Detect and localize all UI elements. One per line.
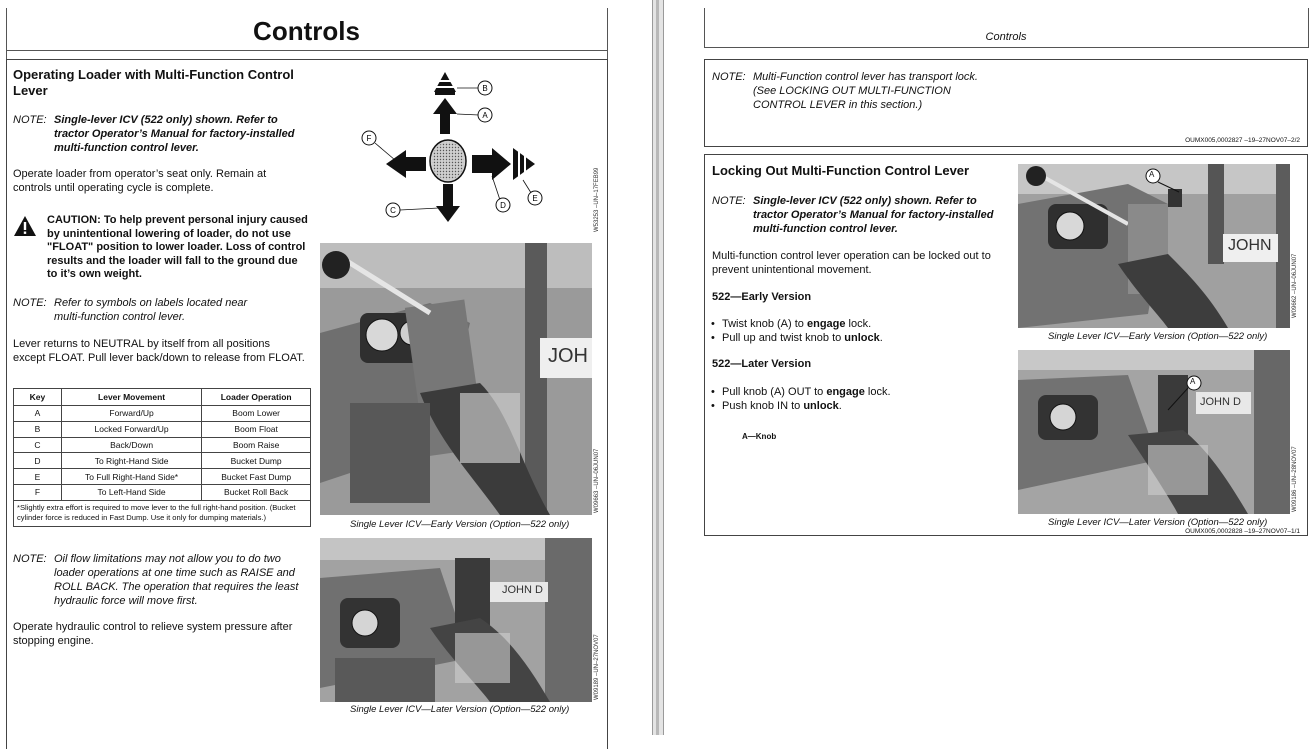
- note-icv: NOTE: Single-lever ICV (522 only) shown. Refer to tractor Operator’s Manual for factory-installed multi-function control lever.: [13, 114, 295, 154]
- photo-callout-label: A: [1190, 377, 1196, 386]
- table-cell: B: [14, 421, 62, 437]
- page-header: Controls: [985, 31, 1027, 43]
- photo-brand-text: JOHN D: [1200, 396, 1241, 408]
- diagram-label-f: F: [366, 134, 372, 143]
- page-title: Controls: [253, 16, 360, 46]
- table-row: [14, 469, 311, 485]
- section-heading: Locking Out Multi-Function Control Lever: [712, 163, 970, 178]
- photo-code: W09189 –UN–27NOV07: [594, 634, 600, 700]
- diagram-label-d: D: [500, 201, 506, 210]
- table-cell: Locked Forward/Up: [61, 421, 202, 437]
- note-oil-flow: NOTE: Oil flow limitations may not allow you to do two loader operations at one time such as RAISE and ROLL BACK. The operation that requires the least hydraulic force will move first.: [13, 553, 299, 607]
- table-cell: F: [14, 484, 62, 500]
- table-row: [14, 484, 311, 500]
- later-version-heading: 522—Later Version: [712, 358, 812, 370]
- photo-early-version: [1018, 164, 1290, 328]
- para-lockout: Multi-function control lever operation can be locked out to prevent unintentional movement.: [712, 250, 991, 276]
- warning-triangle-icon: [13, 215, 37, 237]
- photo-later-version: [1018, 350, 1290, 514]
- caution-block: [13, 214, 311, 284]
- table-header-row: [14, 389, 311, 406]
- later-version-list: [710, 385, 1010, 413]
- photo-caption: Single Lever ICV—Early Version (Option—522 only): [350, 519, 570, 530]
- table-row: [14, 453, 311, 469]
- table-row: [14, 437, 311, 453]
- list-item: • Pull up and twist knob to unlock.: [710, 331, 1010, 345]
- photo-code: W09662 –UN–06JUN07: [1292, 253, 1298, 318]
- list-item: • Pull knob (A) OUT to engage lock.: [710, 385, 1010, 399]
- section-heading: Operating Loader with Multi-Function Control Lever: [13, 67, 294, 98]
- diagram-code: W53253 –UN–17FEB99: [594, 167, 600, 232]
- note-transport-lock: NOTE: Multi-Function control lever has transport lock. (See LOCKING OUT MULTI-FUNCTION CONTROL LEVER in this section.): [712, 71, 978, 111]
- table-cell: Boom Raise: [202, 437, 311, 453]
- early-version-list: [710, 317, 1010, 345]
- page-gutter: [652, 0, 664, 735]
- photo-brand-text: JOHN D: [502, 584, 543, 596]
- table-cell: Back/Down: [61, 437, 202, 453]
- column-header: Key: [14, 389, 62, 406]
- table-cell: A: [14, 406, 62, 422]
- list-item: • Push knob IN to unlock.: [710, 399, 1010, 413]
- table-row: [14, 406, 311, 422]
- photo-caption: Single Lever ICV—Later Version (Option—522 only): [350, 704, 570, 715]
- lever-direction-diagram: [355, 68, 555, 228]
- table-cell: Bucket Roll Back: [202, 484, 311, 500]
- table-cell: To Full Right-Hand Side*: [61, 469, 202, 485]
- reference-code: OUMX005,0002828 –19–27NOV07–1/1: [1185, 528, 1300, 535]
- diagram-label-a: A: [482, 111, 488, 120]
- column-header: Loader Operation: [202, 389, 311, 406]
- table-cell: Boom Float: [202, 421, 311, 437]
- photo-early-version: [320, 243, 592, 515]
- table-cell: D: [14, 453, 62, 469]
- photo-brand-text: JOH: [548, 345, 588, 367]
- table-cell: E: [14, 469, 62, 485]
- key-table: [13, 388, 311, 527]
- photo-code: W09186 –UN–28NOV07: [1292, 446, 1298, 512]
- key-legend: A—Knob: [742, 432, 777, 441]
- table-cell: Boom Lower: [202, 406, 311, 422]
- para-operate: Operate loader from operator’s seat only. Remain at controls until operating cycle is complete.: [13, 168, 267, 194]
- early-version-heading: 522—Early Version: [712, 291, 812, 303]
- photo-brand-text: JOHN: [1228, 237, 1272, 254]
- photo-caption: Single Lever ICV—Early Version (Option—522 only): [1048, 331, 1268, 342]
- table-cell: To Right-Hand Side: [61, 453, 202, 469]
- para-neutral: Lever returns to NEUTRAL by itself from all positions except FLOAT. Pull lever back/down to release from FLOAT.: [13, 338, 305, 364]
- table-cell: C: [14, 437, 62, 453]
- note-icv: NOTE: Single-lever ICV (522 only) shown. Refer to tractor Operator’s Manual for factory-installed multi-function control lever.: [712, 195, 994, 235]
- list-item: • Twist knob (A) to engage lock.: [710, 317, 1010, 331]
- table-footnote: *Slightly extra effort is required to move lever to the full right-hand position. (Bucket cylinder force is reduced in Fast Dump. Use it only for dumping materials.): [14, 500, 311, 526]
- note-symbols: NOTE: Refer to symbols on labels located near multi-function control lever.: [13, 297, 248, 323]
- caution-text: CAUTION: To help prevent personal injury caused by unintentional lowering of loader, do not use "FLOAT" position to lower loader. Loss of control results and the loader will fall to the ground due to it’s own weight.: [47, 214, 308, 281]
- diagram-label-e: E: [532, 194, 538, 203]
- table-cell: Forward/Up: [61, 406, 202, 422]
- photo-later-version: [320, 538, 592, 702]
- table-cell: Bucket Dump: [202, 453, 311, 469]
- reference-code: OUMX005,0002827 –19–27NOV07–2/2: [1185, 137, 1300, 144]
- table-cell: To Left-Hand Side: [61, 484, 202, 500]
- table-row: [14, 421, 311, 437]
- column-header: Lever Movement: [61, 389, 202, 406]
- diagram-label-b: B: [482, 84, 488, 93]
- photo-callout-label: A: [1149, 170, 1155, 179]
- table-footnote-row: [14, 500, 311, 526]
- photo-caption: Single Lever ICV—Later Version (Option—522 only): [1048, 517, 1268, 528]
- photo-code: W09663 –UN–06JUN07: [594, 448, 600, 513]
- diagram-label-c: C: [390, 206, 396, 215]
- para-relieve: Operate hydraulic control to relieve system pressure after stopping engine.: [13, 621, 293, 647]
- table-cell: Bucket Fast Dump: [202, 469, 311, 485]
